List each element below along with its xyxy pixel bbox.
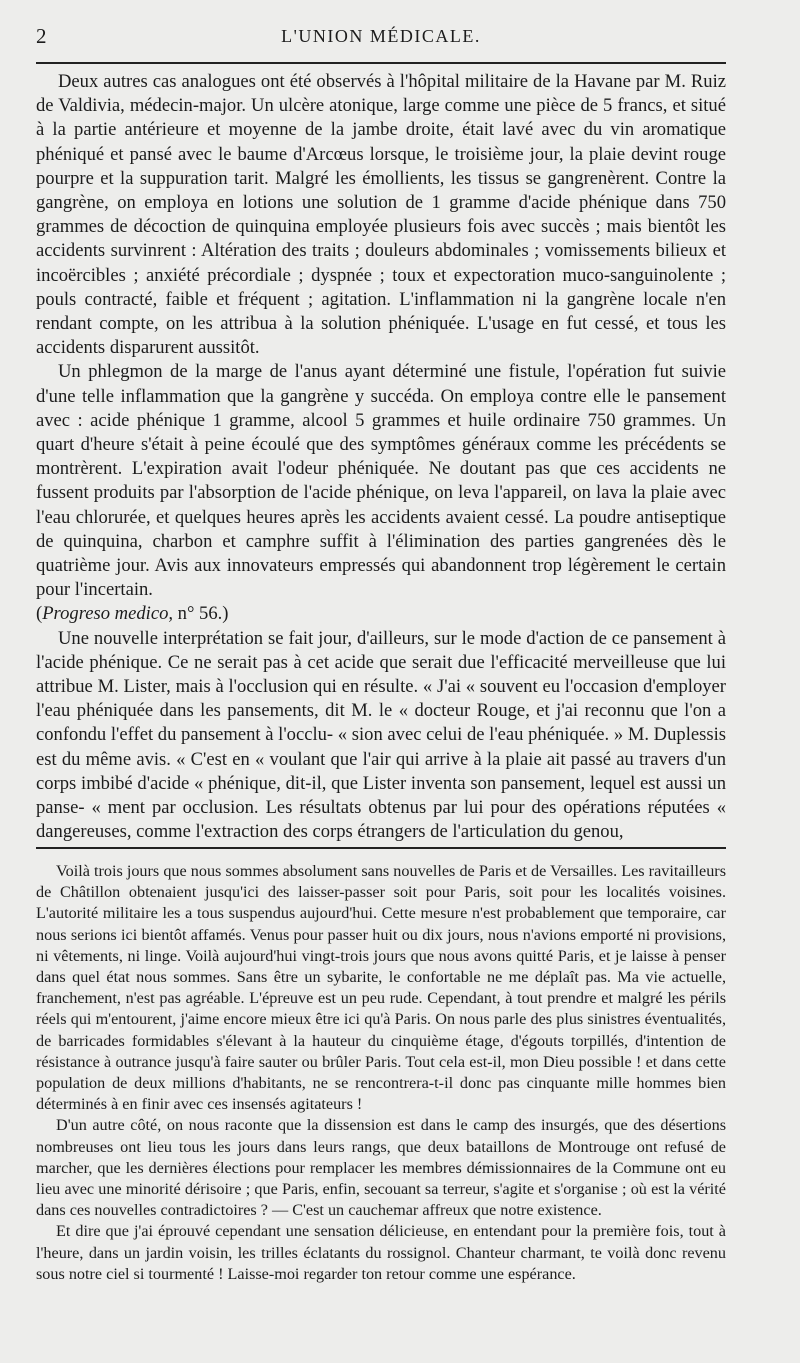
article-body: [36, 70, 726, 845]
reference-open: (: [36, 603, 43, 625]
running-title: L'UNION MÉDICALE.: [281, 26, 481, 46]
reference-issue: n° 56.): [173, 603, 229, 625]
page-number: 2: [36, 24, 47, 48]
feuilleton-paragraph: D'un autre côté, on nous raconte que la dissension est dans le camp des insurgés, que des désertions nombreuses ont lieu tous les jours dans leurs rangs, que deux bataillons de Montrouge ont refusé de marcher, que les dernières élections pour remplacer les membres démissionnaires de la Commune ont eu lieu avec une minorité dérisoire ; que Paris, enfin, secouant sa terreur, s'agite et s'organise ; où est la vérité dans ces nouvelles contradictoires ? — C'est un cauchemar affreux que notre existence.: [36, 1116, 726, 1220]
article-paragraph: Une nouvelle interprétation se fait jour, d'ailleurs, sur le mode d'action de ce pansement à l'acide phénique. Ce ne serait pas à cet acide que serait due l'efficacité merveilleuse que lui attribue M. Lister, mais à l'occlusion qui en résulte. « J'ai « souvent eu l'occasion d'employer l'eau phéniquée dans les pansements, dit M. le « docteur Rouge, et j'ai reconnu que l'on a confondu l'effet du pansement à l'occlu- « sion avec celui de l'eau phéniquée. » M. Duplessis est du même avis. « C'est en « voulant que l'air qui arrive à la plaie ait passé au travers d'un corps imbibé d'acide « phénique, dit-il, que Lister inventa son pansement, lequel est aussi un panse- « ment par occlusion. Les résultats obtenus par lui pour des opérations réputées « dangereuses, comme l'extraction des corps étrangers de l'articulation du genou,: [36, 627, 726, 843]
feuilleton-paragraph: Voilà trois jours que nous sommes absolument sans nouvelles de Paris et de Versailles. Les ravitailleurs de Châtillon obtenaient jusqu'ici des laisser-passer soit pour Paris, soit pour les localités voisines. L'autorité militaire les a tous suspendus aujourd'hui. Cette mesure n'est probablement que temporaire, car nous serions ici bientôt affamés. Venus pour passer huit ou dix jours, nous n'avions emporté ni provisions, ni vêtements, ni linge. Voilà aujourd'hui vingt-trois jours que nous avons quitté Paris, et je laisse à penser dans quel état nous sommes. Sans être un sybarite, le confortable ne me déplaît pas. Ma vie actuelle, franchement, n'est pas agréable. L'épreuve est un peu rude. Cependant, à tout prendre et malgré les périls réels qui m'entourent, j'aime encore mieux être ici qu'à Paris. On nous parle des plus sinistres éventualités, de barricades formidables s'élevant à la hauteur du cinquième étage, d'égouts torpillés, d'intention de résistance à outrance jusqu'à faire sauter ou brûler Paris. Tout cela est-il, mon Dieu possible ! et dans cette population de deux millions d'habitants, ne se rencontrera-t-il donc pas cinquante mille hommes bien déterminés à en finir avec ces insensés agitateurs !: [36, 862, 726, 1114]
feuilleton-body: [36, 861, 726, 1285]
header-rule: [36, 62, 726, 64]
feuilleton-rule: [36, 847, 726, 849]
reference-journal: Progreso medico,: [42, 603, 174, 625]
article-paragraph: Deux autres cas analogues ont été observés à l'hôpital militaire de la Havane par M. Ruiz de Valdivia, médecin-major. Un ulcère atonique, large comme une pièce de 5 francs, et situé à la partie antérieure et moyenne de la jambe droite, était lavé avec du vin aromatique phéniqué et pansé avec le baume d'Arcœus lorsque, le troisième jour, la plaie devint rouge pourpre et la suppuration tarit. Malgré les émollients, les tissus se gangrenèrent. Contre la gangrène, on employa en lotions une solution de 1 gramme d'acide phénique dans 750 grammes de décoction de quinquina employée plusieurs fois avec succès ; mais bientôt les accidents survinrent : Altération des traits ; douleurs abdominales ; vomissements bilieux et incoërcibles ; anxiété précordiale ; dyspnée ; toux et expectoration muco-sanguinolente ; pouls contracté, faible et fréquent ; agitation. L'inflammation ni la gangrène locale n'en rendant compte, on les attribua à la solution phéniquée. L'usage en fut cessé, et tous les accidents disparurent aussitôt.: [36, 71, 726, 359]
article-paragraph: Un phlegmon de la marge de l'anus ayant déterminé une fistule, l'opération fut suivie d'une telle inflammation que la gangrène y succéda. On employa contre elle le pansement avec : acide phénique 1 gramme, alcool 5 grammes et huile ordinaire 750 grammes. Un quart d'heure s'était à peine écoulé que des symptômes généraux comme les précédents se montrèrent. L'expiration avait l'odeur phéniquée. Ne doutant pas que ces accidents ne fussent produits par l'absorption de l'acide phénique, on leva l'appareil, on lava la plaie avec l'eau chlorurée, et quelques heures après les accidents avaient cessé. La poudre antiseptique de quinquina, charbon et camphre suffit à l'élimination des parties gangrenées dès le quatrième jour. Avis aux innovateurs empressés qui abandonnent trop légèrement le certain pour l'incertain.: [36, 361, 726, 601]
page-header: [36, 24, 726, 54]
feuilleton-paragraph: Et dire que j'ai éprouvé cependant une sensation délicieuse, en entendant pour la première fois, tout à l'heure, dans un jardin voisin, les trilles éclatants du rossignol. Chanteur charmant, te voilà donc revenu sous notre ciel si tourmenté ! Laisse-moi regarder ton retour comme une espérance.: [36, 1222, 726, 1283]
article-reference: [36, 602, 726, 626]
